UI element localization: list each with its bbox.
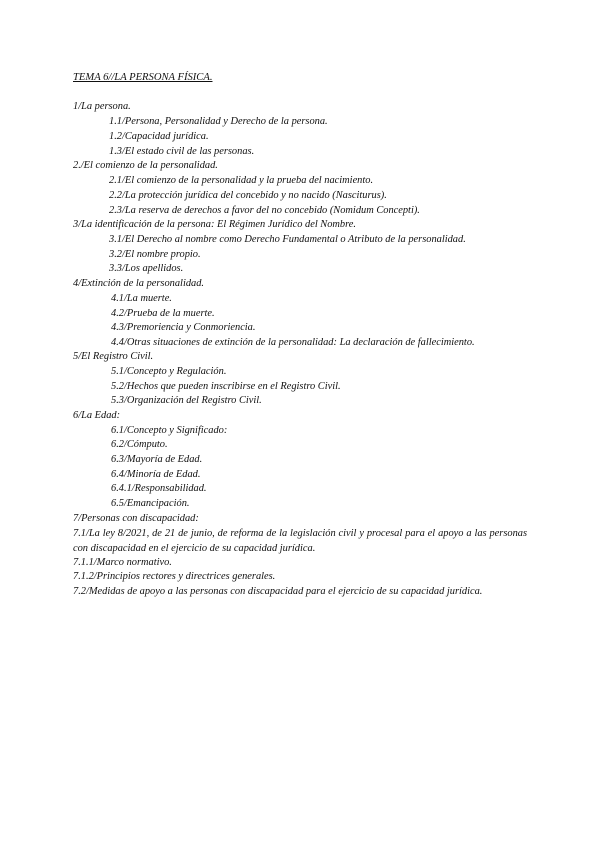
section-5-heading: 5/El Registro Civil.: [73, 351, 154, 362]
section-6-heading: 6/La Edad:: [73, 410, 121, 421]
section-3-3: 3.3/Los apellidos.: [109, 263, 184, 274]
section-5-3: 5.3/Organización del Registro Civil.: [111, 395, 262, 406]
section-4-2: 4.2/Prueba de la muerte.: [111, 308, 215, 319]
section-6-3: 6.3/Mayoría de Edad.: [111, 454, 203, 465]
section-4-1: 4.1/La muerte.: [111, 293, 172, 304]
section-7-1-1: 7.1.1/Marco normativo.: [73, 557, 172, 568]
section-6-4-1: 6.4.1/Responsabilidad.: [111, 483, 207, 494]
section-7-heading: 7/Personas con discapacidad:: [73, 513, 199, 524]
section-2-3: 2.3/La reserva de derechos a favor del no concebido (Nomidum Concepti).: [109, 205, 420, 216]
section-4-4: 4.4/Otras situaciones de extinción de la personalidad: La declaración de fallecimiento.: [111, 337, 475, 348]
document-title: TEMA 6//LA PERSONA FÍSICA.: [73, 72, 213, 83]
section-1-1: 1.1/Persona, Personalidad y Derecho de la persona.: [109, 116, 328, 127]
section-5-2: 5.2/Hechos que pueden inscribirse en el Registro Civil.: [111, 381, 341, 392]
section-7-1-paragraph: 7.1/La ley 8/2021, de 21 de junio, de reforma de la legislación civil y procesal para el apoyo a las personas con discapacidad en el ejercicio de su capacidad jurídica.: [73, 528, 527, 554]
section-3-heading: 3/La identificación de la persona: El Régimen Jurídico del Nombre.: [73, 219, 356, 230]
section-7-2: 7.2/Medidas de apoyo a las personas con discapacidad para el ejercicio de su capacidad jurídica.: [73, 586, 483, 597]
section-4-heading: 4/Extinción de la personalidad.: [73, 278, 205, 289]
section-2-1: 2.1/El comienzo de la personalidad y la prueba del nacimiento.: [109, 175, 374, 186]
section-6-2: 6.2/Cómputo.: [111, 439, 168, 450]
section-6-4: 6.4/Minoría de Edad.: [111, 469, 201, 480]
section-1-3: 1.3/El estado civil de las personas.: [109, 146, 255, 157]
section-6-5: 6.5/Emancipación.: [111, 498, 190, 509]
section-6-1: 6.1/Concepto y Significado:: [111, 425, 228, 436]
section-1-2: 1.2/Capacidad jurídica.: [109, 131, 209, 142]
section-5-1: 5.1/Concepto y Regulación.: [111, 366, 227, 377]
section-2-2: 2.2/La protección jurídica del concebido y no nacido (Nasciturus).: [109, 190, 387, 201]
section-3-2: 3.2/El nombre propio.: [109, 249, 201, 260]
section-2-heading: 2./El comienzo de la personalidad.: [73, 160, 218, 171]
section-3-1: 3.1/El Derecho al nombre como Derecho Fundamental o Atributo de la personalidad.: [109, 234, 466, 245]
section-4-3: 4.3/Premoriencia y Conmoriencia.: [111, 322, 256, 333]
section-7-1-2: 7.1.2/Principios rectores y directrices generales.: [73, 571, 276, 582]
section-1-heading: 1/La persona.: [73, 101, 131, 112]
